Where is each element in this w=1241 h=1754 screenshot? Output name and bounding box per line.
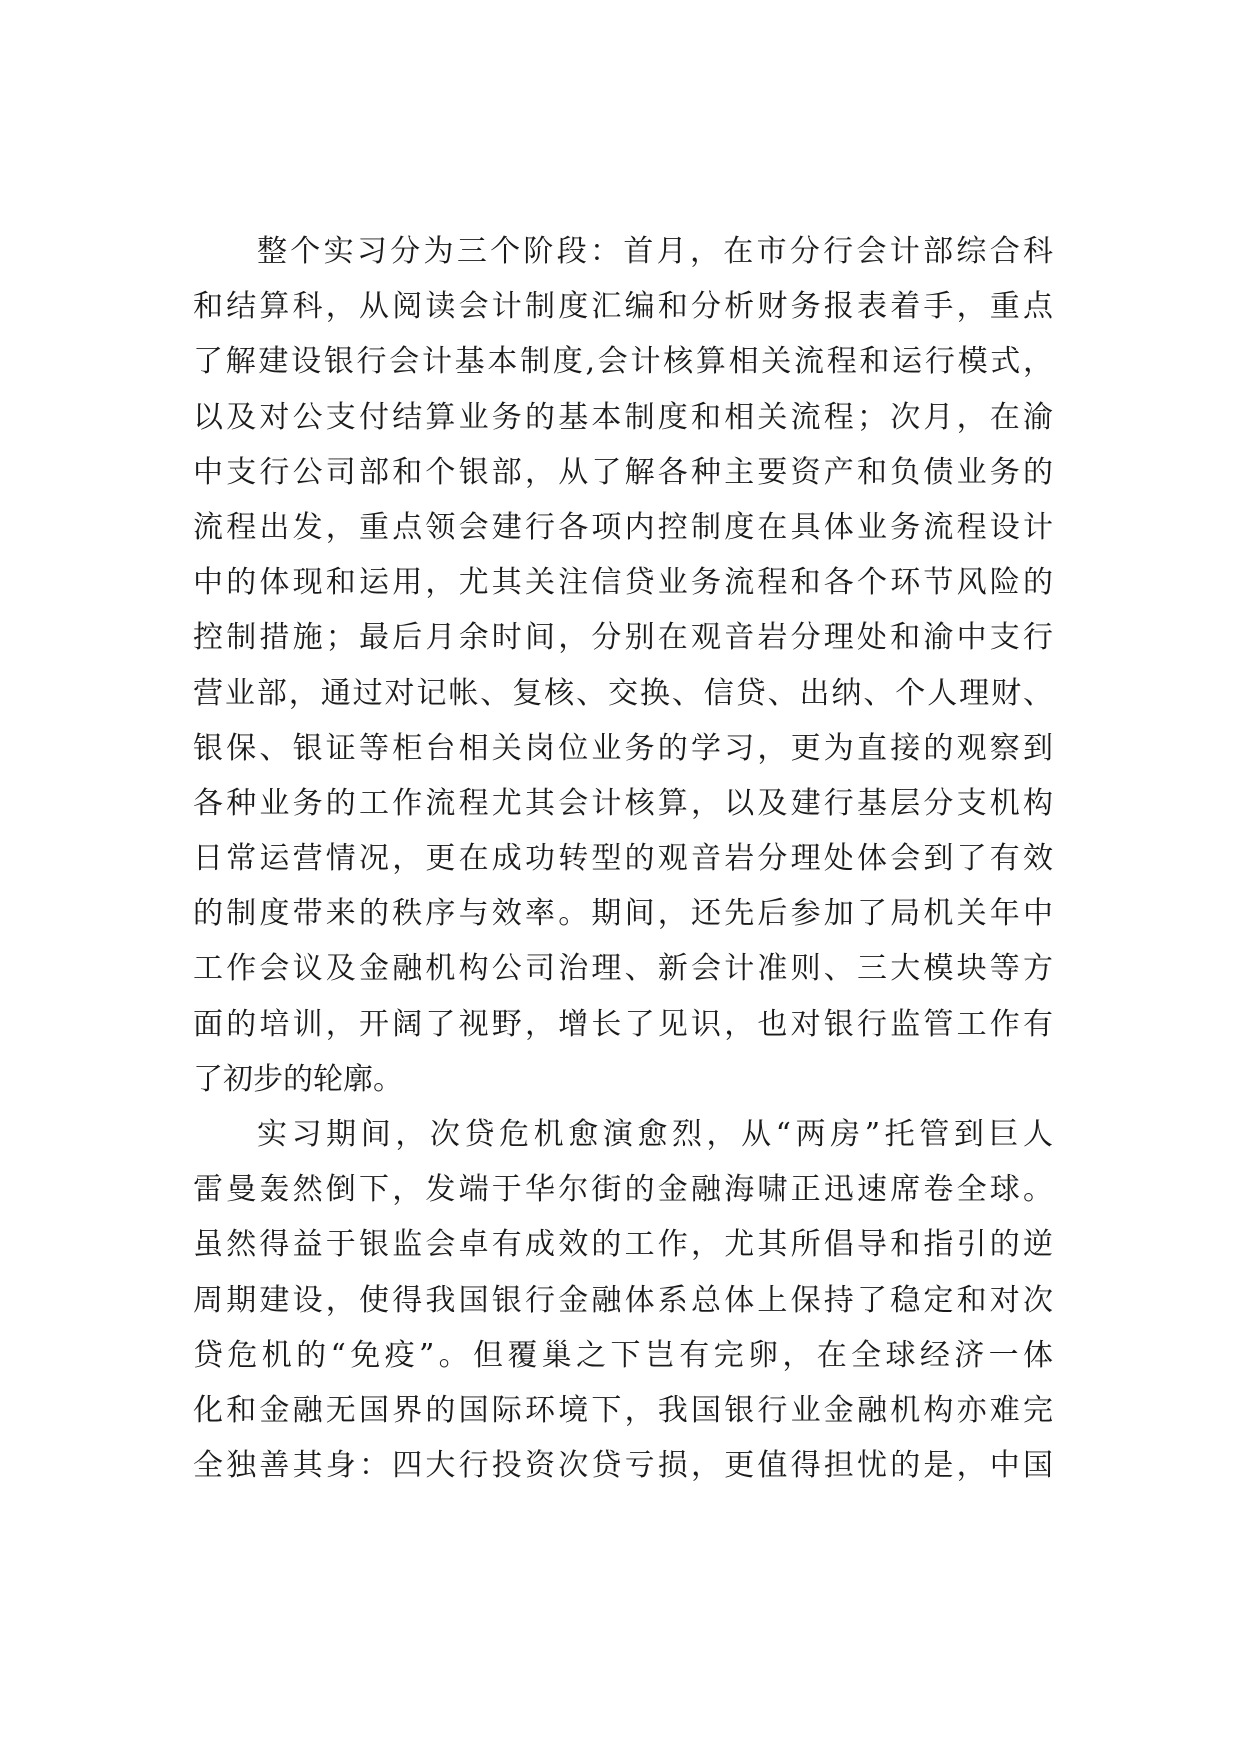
paragraph-line: 面的培训，开阔了视野，增长了见识，也对银行监管工作有 [193, 1006, 1053, 1042]
paragraph-line: 虽然得益于银监会卓有成效的工作，尤其所倡导和指引的逆 [193, 1227, 1053, 1263]
paragraph-line: 了初步的轮廓。 [193, 1061, 403, 1097]
paragraph-line: 了解建设银行会计基本制度,会计核算相关流程和运行模式， [193, 344, 1053, 380]
paragraph-line: 日常运营情况，更在成功转型的观音岩分理处体会到了有效 [193, 841, 1053, 877]
paragraph-line: 中支行公司部和个银部，从了解各种主要资产和负债业务的 [193, 454, 1053, 490]
paragraph-line: 银保、银证等柜台相关岗位业务的学习，更为直接的观察到 [193, 730, 1053, 766]
paragraph-line: 实习期间，次贷危机愈演愈烈，从“两房”托管到巨人 [257, 1117, 1053, 1152]
paragraph-line: 中的体现和运用，尤其关注信贷业务流程和各个环节风险的 [193, 565, 1053, 601]
paragraph-line: 以及对公支付结算业务的基本制度和相关流程；次月，在渝 [193, 399, 1053, 435]
paragraph-line: 营业部，通过对记帐、复核、交换、信贷、出纳、个人理财、 [193, 675, 1053, 711]
paragraph-internship-stages [193, 224, 1053, 1107]
paragraph-line: 雷曼轰然倒下，发端于华尔街的金融海啸正迅速席卷全球。 [193, 1172, 1053, 1208]
paragraph-line: 整个实习分为三个阶段：首月，在市分行会计部综合科 [257, 234, 1053, 269]
paragraph-line: 控制措施；最后月余时间，分别在观音岩分理处和渝中支行 [193, 620, 1053, 656]
paragraph-line: 周期建设，使得我国银行金融体系总体上保持了稳定和对次 [193, 1282, 1053, 1318]
paragraph-line: 化和金融无国界的国际环境下，我国银行业金融机构亦难完 [193, 1392, 1053, 1428]
paragraph-line: 和结算科，从阅读会计制度汇编和分析财务报表着手，重点 [193, 289, 1053, 325]
document-body [193, 224, 1053, 1493]
paragraph-line: 流程出发，重点领会建行各项内控制度在具体业务流程设计 [193, 509, 1053, 545]
paragraph-line: 的制度带来的秩序与效率。期间，还先后参加了局机关年中 [193, 896, 1053, 932]
paragraph-line: 贷危机的“免疫”。但覆巢之下岂有完卵，在全球经济一体 [193, 1337, 1053, 1373]
paragraph-subprime-crisis [193, 1107, 1053, 1493]
paragraph-line: 工作会议及金融机构公司治理、新会计准则、三大模块等方 [193, 951, 1053, 987]
paragraph-line: 全独善其身：四大行投资次贷亏损，更值得担忧的是，中国 [193, 1448, 1053, 1484]
paragraph-line: 各种业务的工作流程尤其会计核算，以及建行基层分支机构 [193, 785, 1053, 821]
